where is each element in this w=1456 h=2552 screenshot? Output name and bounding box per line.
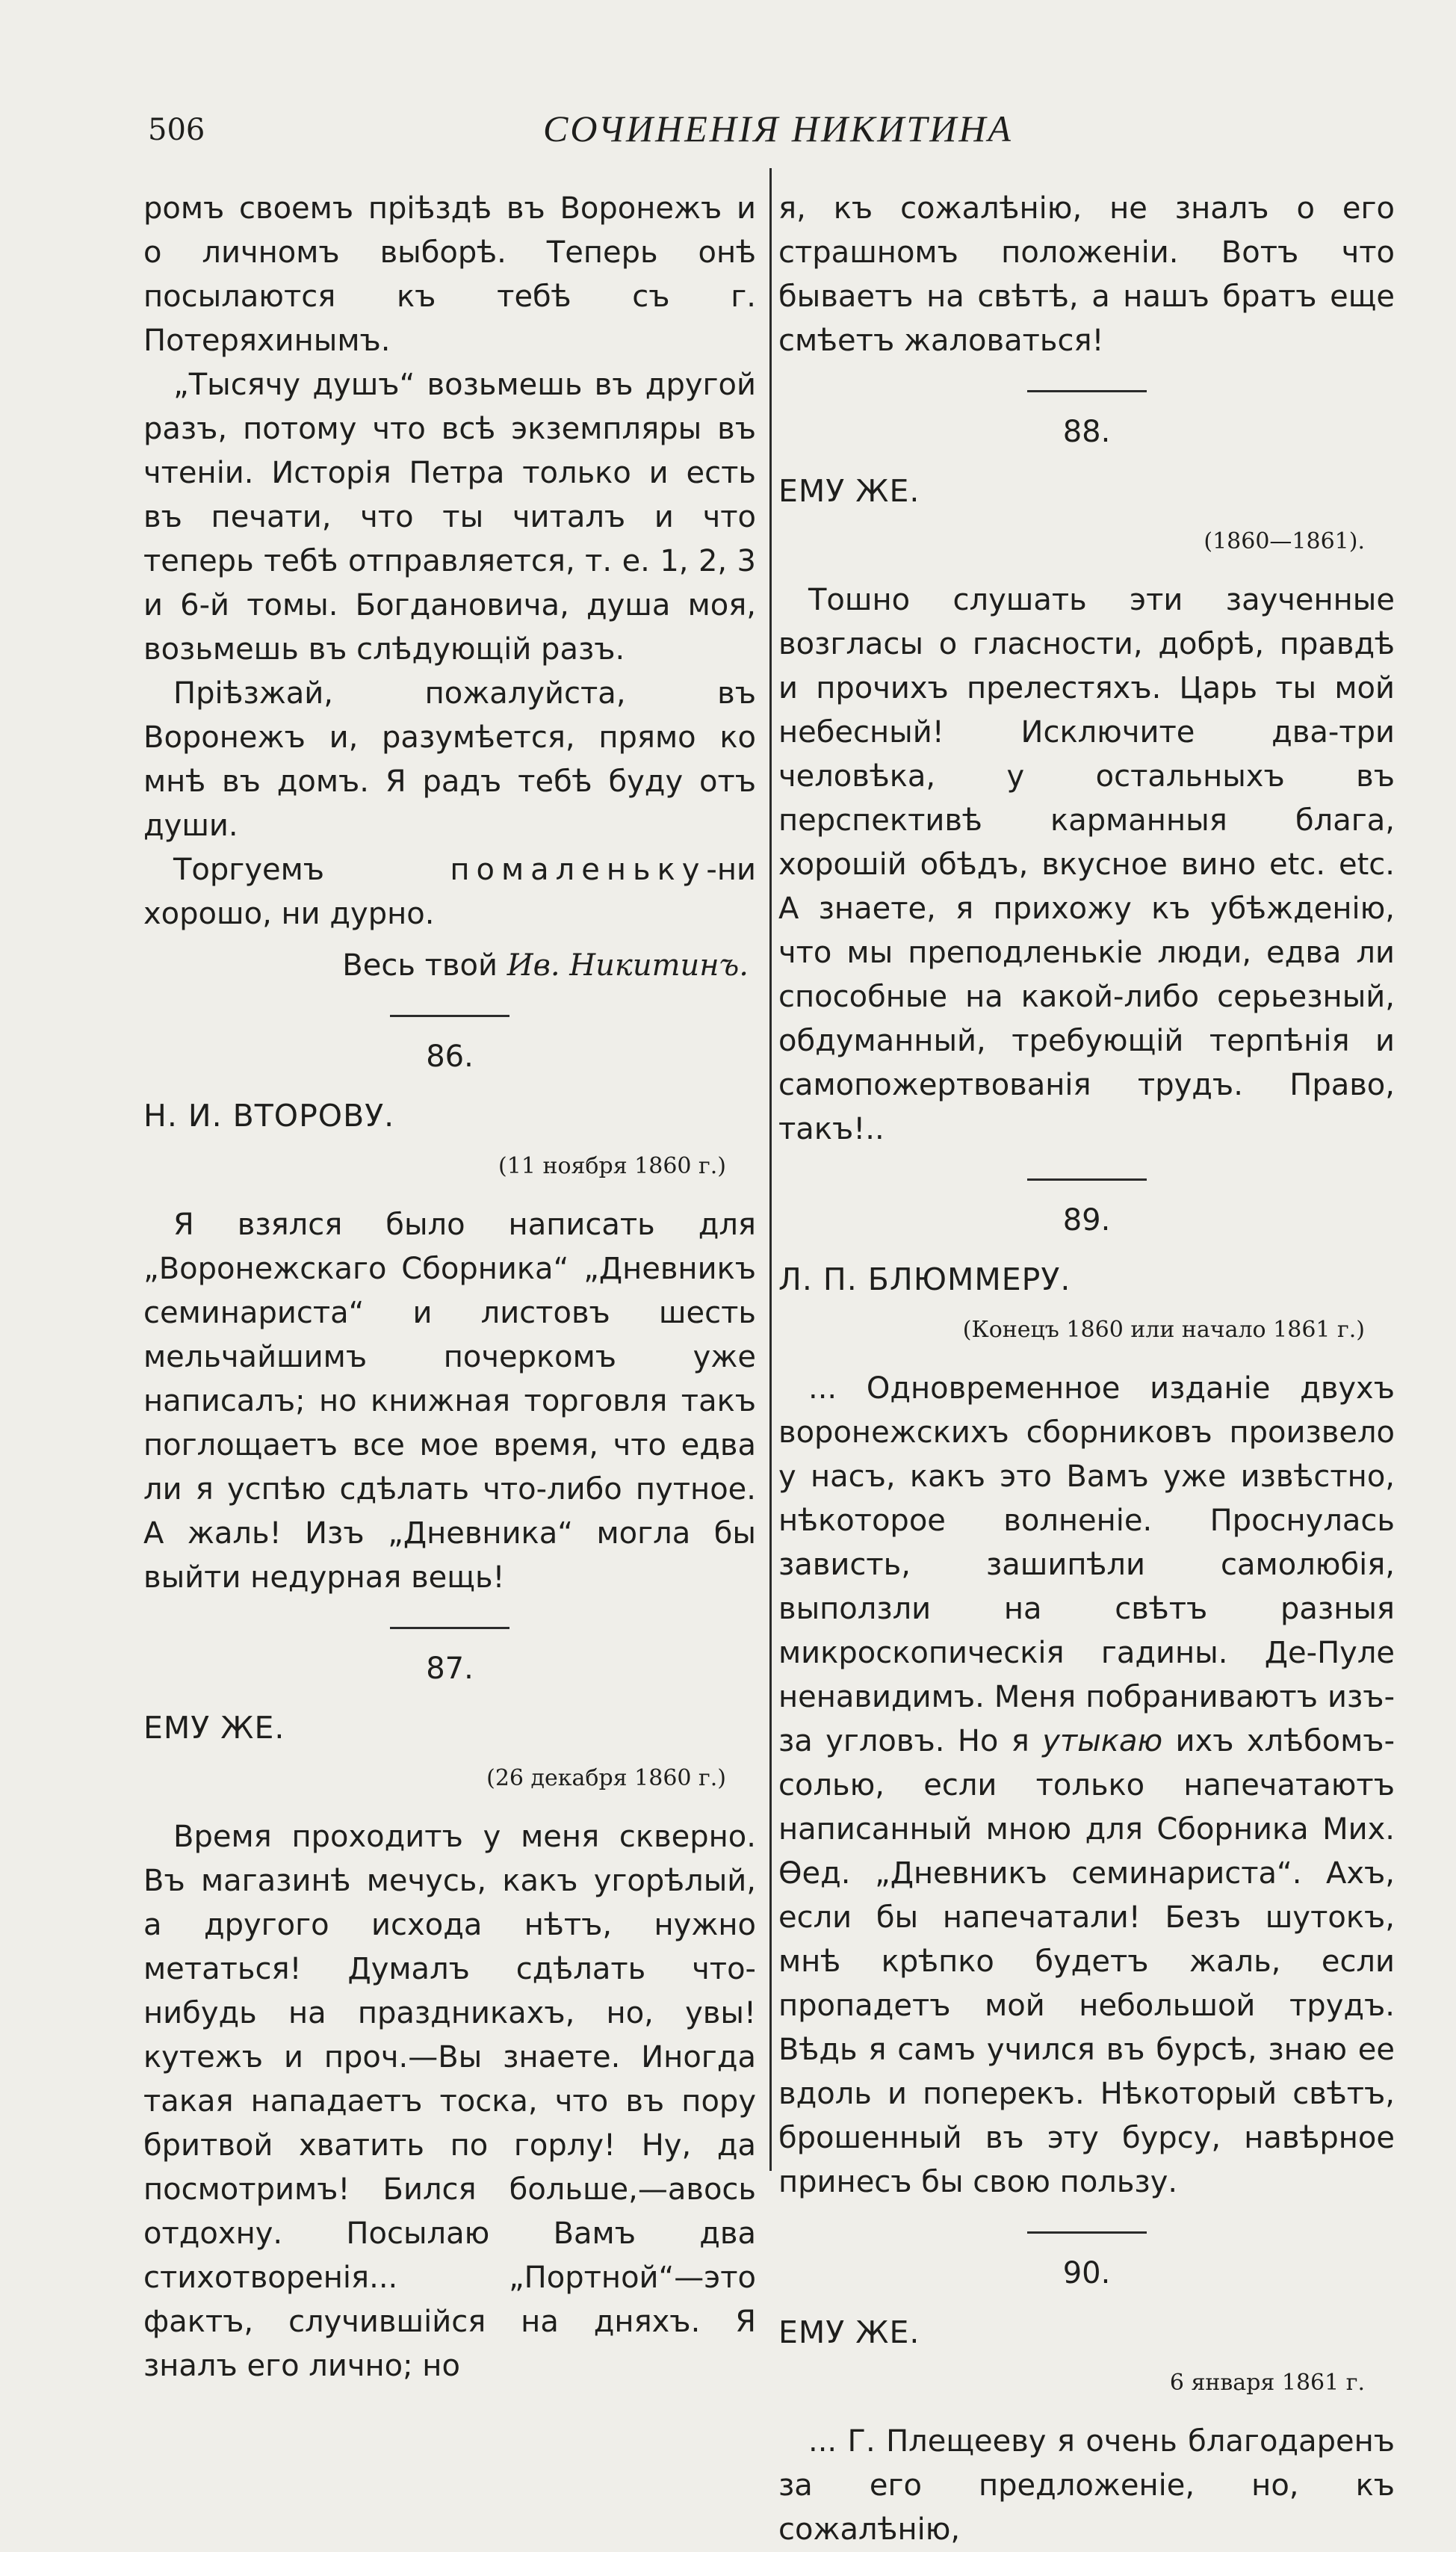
letter-number: 90. bbox=[1062, 2256, 1111, 2290]
separator-rule bbox=[390, 1627, 509, 1629]
letter-number: 89. bbox=[1062, 1203, 1111, 1238]
page-header bbox=[0, 101, 1456, 161]
paragraph: ... Г. Плещееву я очень благодаренъ за его предложеніе, но, къ сожалѣнію, bbox=[778, 2424, 1395, 2547]
letter-date: (26 декабря 1860 г.) bbox=[486, 1765, 726, 1791]
emphasis: утыкаю bbox=[1042, 1724, 1163, 1758]
separator-rule bbox=[1027, 1178, 1147, 1181]
letter-number: 87. bbox=[426, 1652, 474, 1686]
spaced-word: помаленьку bbox=[450, 853, 707, 887]
letter-number: 88. bbox=[1062, 415, 1111, 449]
letter-addressee: ЕМУ ЖЕ. bbox=[778, 2314, 920, 2350]
letter-date: (Конецъ 1860 или начало 1861 г.) bbox=[962, 1317, 1365, 1343]
signature-prefix: Весь твой bbox=[342, 948, 507, 983]
letter-date: (11 ноября 1860 г.) bbox=[498, 1153, 726, 1179]
separator-rule bbox=[1027, 2231, 1147, 2234]
paragraph: Я взялся было написать для „Воронежскаго Сборника“ „Дневникъ семинариста“ и листовъ шесть мельчайшимъ почеркомъ уже написалъ; но книжная торговля такъ поглощаетъ все мое время, что едва ли я успѣю сдѣлать что-либо путное. А жаль! Изъ „Дневника“ могла бы выйти недурная вещь! bbox=[143, 1208, 756, 1595]
letter-date: (1860—1861). bbox=[1203, 528, 1365, 554]
paragraph: ромъ своемъ пріѣздѣ въ Воронежъ и о личномъ выборѣ. Теперь онѣ посылаются къ тебѣ съ г. Потеряхинымъ. bbox=[143, 191, 756, 358]
letter-date: 6 января 1861 г. bbox=[1169, 2370, 1365, 2396]
column-divider bbox=[769, 168, 772, 2171]
signature bbox=[143, 944, 756, 988]
page-number: 506 bbox=[148, 113, 205, 147]
signature-name: Ив. Никитинъ. bbox=[506, 948, 749, 983]
letter-addressee: Н. И. ВТОРОВУ. bbox=[143, 1098, 395, 1134]
right-column bbox=[778, 187, 1395, 2552]
left-column bbox=[143, 187, 756, 2388]
paragraph: я, къ сожалѣнію, не зналъ о его страшномъ положеніи. Вотъ что бываетъ на свѣтѣ, а нашъ братъ еще смѣетъ жаловаться! bbox=[778, 191, 1395, 358]
paragraph bbox=[778, 1367, 1395, 2205]
separator-rule bbox=[1027, 390, 1147, 392]
text-run: ... Одновременное изданіе двухъ воронежскихъ сборниковъ произвело у насъ, какъ это Вамъ уже извѣстно, нѣкоторое волненіе. Проснулась зависть, зашипѣли самолюбія, выползли на свѣтъ разныя микроскопическія гадины. Де-Пуле ненавидимъ. Меня побраниваютъ изъ-за угловъ. Но я bbox=[778, 1371, 1395, 1758]
paragraph: Время проходитъ у меня скверно. Въ магазинѣ мечусь, какъ угорѣлый, а другого исхода нѣтъ, нужно метаться! Думалъ сдѣлать что-нибудь на праздникахъ, но, увы! кутежъ и проч.—Вы знаете. Иногда такая нападаетъ тоска, что въ пору бритвой хватить по горлу! Ну, да посмотримъ! Бился больше,—авось отдохну. Посылаю Вамъ два стихотворенія... „Портной“—это фактъ, случившійся на дняхъ. Я зналъ его лично; но bbox=[143, 1820, 756, 2383]
paragraph bbox=[143, 848, 756, 936]
letter-addressee: Л. П. БЛЮММЕРУ. bbox=[778, 1261, 1071, 1297]
text-run: -ни хорошо, ни дурно. bbox=[143, 853, 756, 931]
text-run: ихъ хлѣбомъ-солью, если только напечатаютъ написанный мною для Сборника Мих. Ѳед. „Дневникъ семинариста“. Ахъ, если бы напечатали! Безъ шутокъ, мнѣ крѣпко будетъ жаль, если пропадетъ мой небольшой трудъ. Вѣдь я самъ учился въ бурсѣ, знаю ее вдоль и поперекъ. Нѣкоторый свѣтъ, брошенный въ эту бурсу, навѣрное принесъ бы свою пользу. bbox=[778, 1724, 1395, 2199]
letter-addressee: ЕМУ ЖЕ. bbox=[143, 1710, 285, 1746]
paragraph: Пріѣзжай, пожалуйста, въ Воронежъ и, разумѣется, прямо ко мнѣ въ домъ. Я радъ тебѣ буду отъ души. bbox=[143, 676, 756, 843]
running-title: СОЧИНЕНІЯ НИКИТИНА bbox=[543, 108, 1013, 149]
paragraph: „Тысячу душъ“ возьмешь въ другой разъ, потому что всѣ экземпляры въ чтеніи. Исторія Петра только и есть въ печати, что ты читалъ и что теперь тебѣ отправляется, т. е. 1, 2, 3 и 6-й томы. Богдановича, душа моя, возьмешь въ слѣдующій разъ. bbox=[143, 368, 756, 667]
letter-addressee: ЕМУ ЖЕ. bbox=[778, 473, 920, 509]
paragraph: Тошно слушать эти заученные возгласы о гласности, добрѣ, правдѣ и прочихъ прелестяхъ. Царь ты мой небесный! Исключите два-три человѣка, у остальныхъ въ перспективѣ карманныя блага, хорошій обѣдъ, вкусное вино etc. etc. А знаете, я прихожу къ убѣжденію, что мы преподленькіе люди, едва ли способные на какой-либо серьезный, обдуманный, требующій терпѣнія и самопожертвованія трудъ. Право, такъ!.. bbox=[778, 583, 1395, 1146]
letter-number: 86. bbox=[426, 1039, 474, 1074]
separator-rule bbox=[390, 1015, 509, 1017]
text-run: Торгуемъ bbox=[173, 853, 450, 887]
